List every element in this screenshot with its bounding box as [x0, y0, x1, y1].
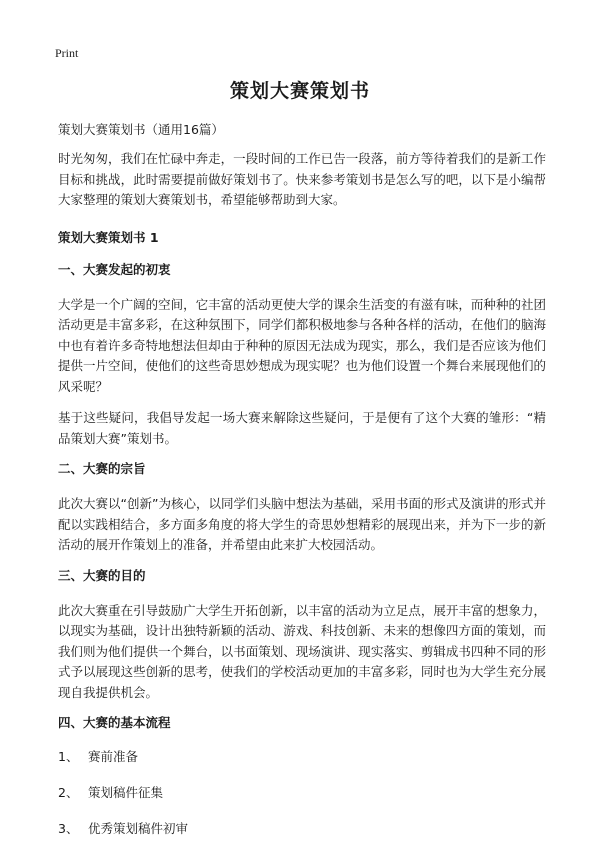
list-text: 策划稿件征集	[88, 785, 164, 800]
list-text: 优秀策划稿件初审	[88, 821, 189, 836]
section-heading-purpose: 二、大赛的宗旨	[58, 461, 146, 476]
section-paragraph: 基于这些疑问，我倡导发起一场大赛来解除这些疑问，于是便有了这个大赛的雏形：“精品策划大赛”策划书。	[58, 410, 546, 446]
doc-heading: 策划大赛策划书 1	[58, 229, 159, 245]
print-link[interactable]: Print	[55, 46, 79, 60]
intro-paragraph: 时光匆匆，我们在忙碌中奔走，一段时间的工作已告一段落，前方等待着我们的是新工作目标和挑战，此时需要提前做好策划书了。快来参考策划书是怎么写的吧，以下是小编帮大家整理的策划大赛策划书，希望能够帮助到大家。	[58, 151, 546, 207]
list-text: 赛前准备	[88, 749, 139, 764]
list-number: 2、	[58, 785, 79, 800]
list-number: 1、	[58, 749, 79, 764]
document-body	[58, 121, 546, 856]
list-number: 3、	[58, 821, 79, 836]
page-title: 策划大赛策划书	[229, 80, 370, 102]
list-item	[58, 784, 546, 802]
list-item	[58, 820, 546, 838]
list-item	[58, 748, 546, 766]
section-heading-flow: 四、大赛的基本流程	[58, 715, 171, 730]
section-paragraph: 此次大赛重在引导鼓励广大学生开拓创新，以丰富的活动为立足点，展开丰富的想象力，以现实为基础，设计出独特新颖的活动、游戏、科技创新、未来的想像四方面的策划，而我们则为他们提供一个舞台，以书面策划、现场演讲、现实落实、剪辑成书四种不同的形式予以展现这些创新的思考，使我们的学校活动更加的丰富多彩，同时也为大学生充分展现自我提供机会。	[58, 602, 546, 700]
section-heading-goal: 三、大赛的目的	[58, 567, 146, 583]
section-paragraph: 此次大赛以“创新”为核心，以同学们头脑中想法为基础，采用书面的形式及演讲的形式并配以实践相结合，多方面多角度的将大学生的奇思妙想精彩的展现出来，并为下一步的新活动的展开作策划上的准备，并希望由此来扩大校园活动。	[58, 496, 546, 552]
section-paragraph: 大学是一个广阔的空间，它丰富的活动更使大学的课余生活变的有滋有味，而种种的社团活动更是丰富多彩，在这种氛围下，同学们都积极地参与各种各样的活动，在他们的脑海中也有着许多奇特地想法但却由于种种的原因无法成为现实，那么，我们是否应该为他们提供一片空间，使他们的这些奇思妙想成为现实呢？也为他们设置一个舞台来展现他们的风采呢？	[58, 296, 546, 394]
section-heading-origin: 一、大赛发起的初衷	[58, 261, 171, 277]
document-subtitle: 策划大赛策划书（通用16篇）	[58, 122, 224, 137]
